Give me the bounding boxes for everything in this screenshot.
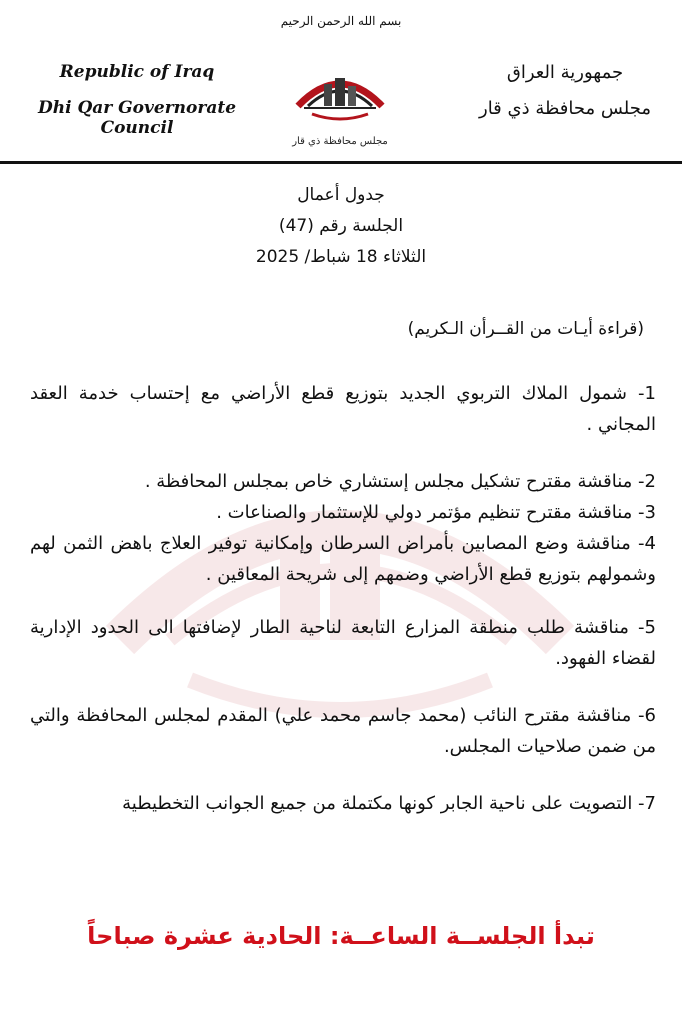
quran-reading: (قراءة أيـات من القــرأن الـكريم)	[407, 319, 644, 339]
header-en-council: Dhi Qar Governorate Council	[37, 98, 237, 138]
logo-text: مجلس محافظة ذي قار	[292, 136, 388, 147]
title-block	[0, 180, 682, 273]
agenda-item-2: 2- مناقشة مقترح تشكيل مجلس إستشاري خاص بمجلس المحافظة .	[144, 471, 656, 492]
session-start-time: تبدأ الجلســة الساعــة: الحادية عشرة صباحاً	[87, 922, 595, 950]
agenda-item-1: 1- شمول الملاك التربوي الجديد بتوزيع قطع الأراضي مع إحتساب خدمة العقد المجاني .	[30, 383, 656, 435]
agenda-item-5: 5- مناقشة طلب منطقة المزارع التابعة لناحية الطار لإضافتها الى الحدود الإدارية لقضاء الفهود.	[30, 617, 656, 669]
session-number: الجلسة رقم (47)	[278, 216, 404, 236]
header-en-country: Republic of Iraq	[59, 62, 215, 82]
header-ar-country: جمهورية العراق	[506, 62, 624, 83]
header-ar-council: مجلس محافظة ذي قار	[479, 98, 651, 119]
session-date: الثلاثاء 18 شباط/ 2025	[255, 247, 427, 267]
agenda-item-7: 7- التصويت على ناحية الجابر كونها مكتملة من جميع الجوانب التخطيطية	[122, 793, 656, 814]
agenda-item-6: 6- مناقشة مقترح النائب (محمد جاسم محمد علي) المقدم لمجلس المحافظة والتي من ضمن صلاحيات المجلس.	[30, 705, 656, 757]
agenda-item-4: 4- مناقشة وضع المصابين بأمراض السرطان وإمكانية توفير العلاج باهض الثمن لهم وشمولهم بتوزيع قطع الأراضي وضمهم إلى شريحة المعاقين .	[30, 533, 656, 585]
agenda-item-3: 3- مناقشة مقترح تنظيم مؤتمر دولي للإستثمار والصناعات .	[216, 502, 656, 523]
agenda-title: جدول أعمال	[297, 185, 385, 205]
header-divider	[0, 161, 682, 164]
council-logo	[290, 44, 390, 154]
agenda-list	[30, 378, 656, 819]
basmala: بسم الله الرحمن الرحيم	[280, 14, 402, 28]
